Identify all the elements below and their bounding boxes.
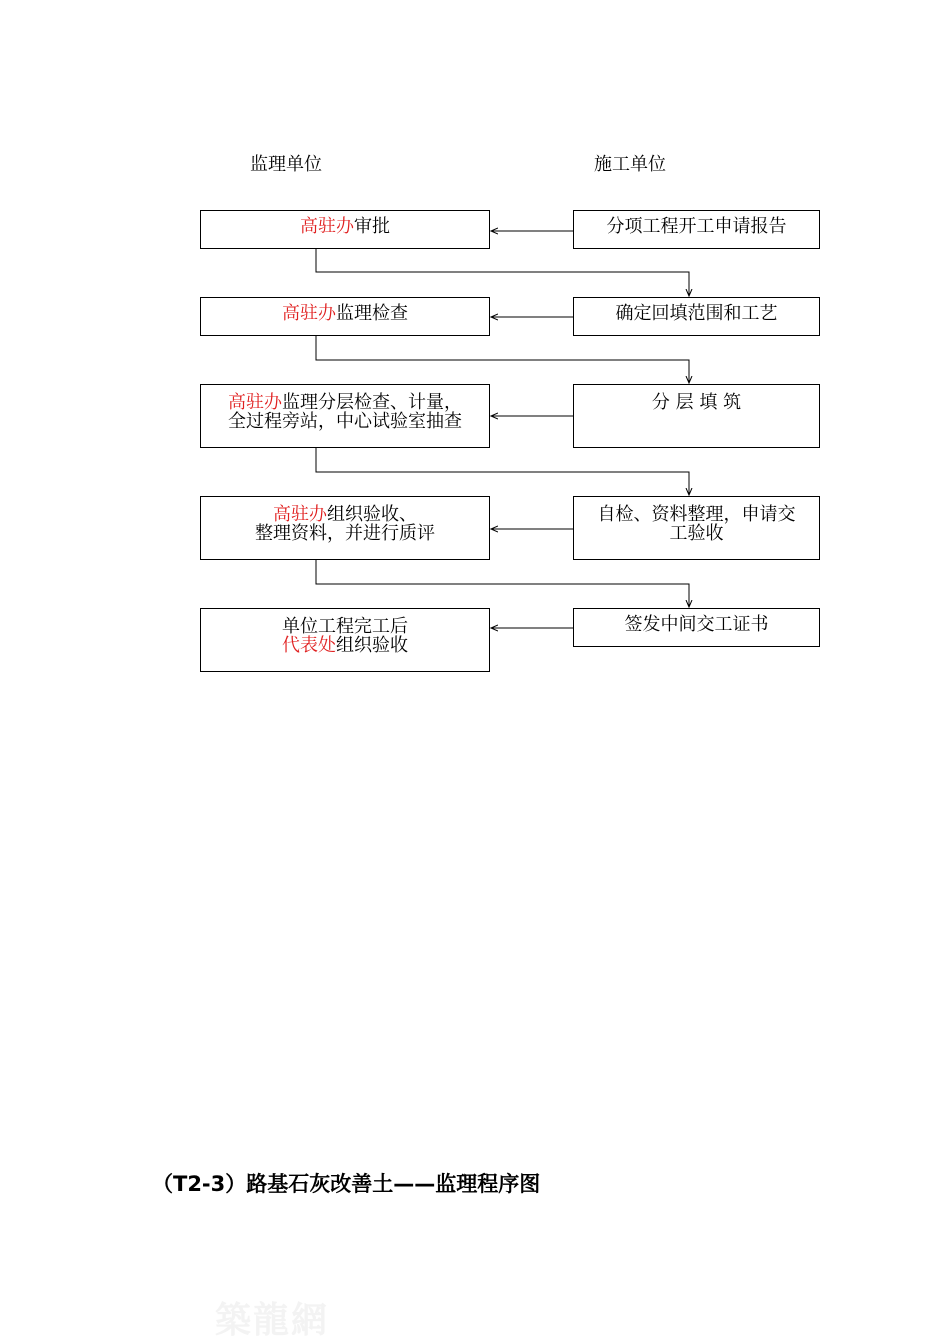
black-text: 单位工程完工后 xyxy=(282,616,408,637)
left-box-approval xyxy=(200,210,490,249)
right-box-5-line-1: 签发中间交工证书 xyxy=(624,614,769,635)
red-text: 高驻办 xyxy=(300,216,354,237)
right-box-2-line-1: 确定回填范围和工艺 xyxy=(615,303,778,324)
connector-step-2 xyxy=(316,336,689,383)
connector-step-4 xyxy=(316,560,689,607)
right-box-self-check xyxy=(573,496,820,560)
red-text: 代表处 xyxy=(282,635,336,656)
figure-caption: （T2-3）路基石灰改善土——监理程序图 xyxy=(152,1172,541,1196)
red-text: 高驻办 xyxy=(282,303,336,324)
left-box-2-line-1 xyxy=(201,304,489,323)
right-box-start-application xyxy=(573,210,820,249)
right-box-certificate xyxy=(573,608,820,647)
left-box-final-acceptance xyxy=(200,608,490,672)
right-box-define-scope xyxy=(573,297,820,336)
red-text: 高驻办 xyxy=(228,392,282,413)
left-box-acceptance xyxy=(200,496,490,560)
left-box-5-line-1 xyxy=(201,617,489,636)
left-box-3-line-2 xyxy=(201,412,489,431)
header-supervision-unit: 监理单位 xyxy=(250,154,322,175)
right-box-4-line-2: 工验收 xyxy=(669,523,724,544)
left-box-5-line-2 xyxy=(201,636,489,655)
black-text: 整理资料，并进行质评 xyxy=(255,523,435,544)
right-box-layered-fill xyxy=(573,384,820,448)
red-text: 高驻办 xyxy=(273,504,327,525)
left-box-1-line-1 xyxy=(201,217,489,236)
black-text: 监理分层检查、计量， xyxy=(282,392,462,413)
watermark: 築龍網 xyxy=(215,1299,330,1341)
left-box-inspection xyxy=(200,297,490,336)
left-box-4-line-1 xyxy=(201,505,489,524)
black-text: 审批 xyxy=(354,216,390,237)
left-box-layer-inspection xyxy=(200,384,490,448)
black-text: 组织验收、 xyxy=(327,504,417,525)
black-text: 组织验收 xyxy=(336,635,408,656)
left-box-3-line-1 xyxy=(201,393,489,412)
black-text: 全过程旁站，中心试验室抽查 xyxy=(228,411,462,432)
connector-step-1 xyxy=(316,249,689,296)
black-text: 监理检查 xyxy=(336,303,408,324)
right-box-3-line-1: 分 层 填 筑 xyxy=(651,392,742,413)
connector-step-3 xyxy=(316,448,689,495)
left-box-4-line-2 xyxy=(201,524,489,543)
right-box-4-line-1: 自检、资料整理，申请交 xyxy=(597,504,796,525)
right-box-1-line-1: 分项工程开工申请报告 xyxy=(606,216,787,237)
header-construction-unit: 施工单位 xyxy=(594,154,666,175)
